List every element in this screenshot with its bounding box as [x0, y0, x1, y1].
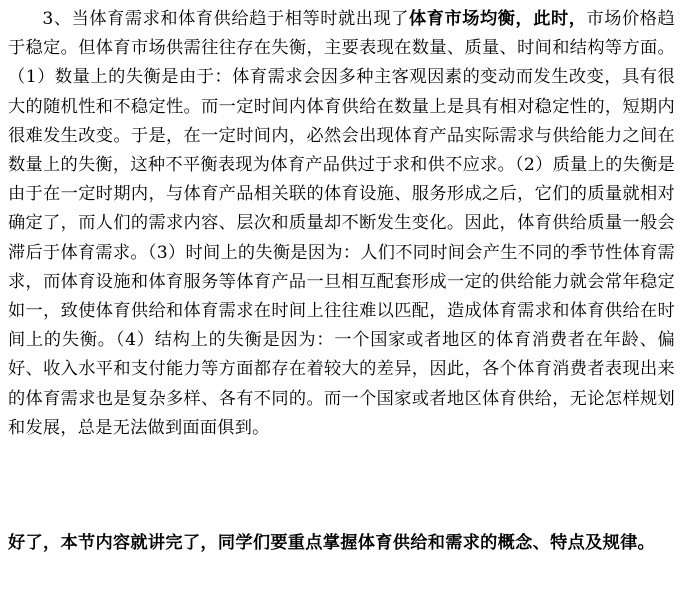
body-paragraph-market-imbalance — [8, 5, 675, 443]
paragraph-lead-text: 3、当体育需求和体育供给趋于相等时就出现了 — [42, 9, 409, 29]
closing-paragraph: 好了，本节内容就讲完了，同学们要重点掌握体育供给和需求的概念、特点及规律。 — [8, 533, 656, 553]
paragraph-body-text: 市场价格趋于稳定。但体育市场供需往往存在失衡，主要表现在数量、质量、时间和结构等方面。（1）数量上的失衡是由于：体育需求会因多种主客观因素的变动而发生改变，具有很大的随机性和不稳定性。而一定时间内体育供给在数量上是具有相对稳定性的，短期内很难发生改变。于是，在一定时间内，必然会出现体育产品实际需求与供给能力之间在数量上的失衡，这种不平衡表现为体育产品供过于求和供不应求。（2）质量上的失衡是由于在一定时期内，与体育产品相关联的体育设施、服务形成之后，它们的质量就相对确定了，而人们的需求内容、层次和质量却不断发生变化。因此，体育供给质量一般会滞后于体育需求。（3）时间上的失衡是因为：人们不同时间会产生不同的季节性体育需求，而体育设施和体育服务等体育产品一旦相互配套形成一定的供给能力就会常年稳定如一，致使体育供给和体育需求在时间上往往难以匹配，造成体育需求和体育供给在时间上的失衡。（4）结构上的失衡是因为：一个国家或者地区的体育消费者在年龄、偏好、收入水平和支付能力等方面都存在着较大的差异，因此，各个体育消费者表现出来的体育需求也是复杂多样、各有不同的。而一个国家或者地区体育供给，无论怎样规划和发展，总是无法做到面面俱到。 — [8, 9, 675, 438]
bold-term-market-equilibrium: 体育市场均衡，此时， — [408, 9, 587, 29]
